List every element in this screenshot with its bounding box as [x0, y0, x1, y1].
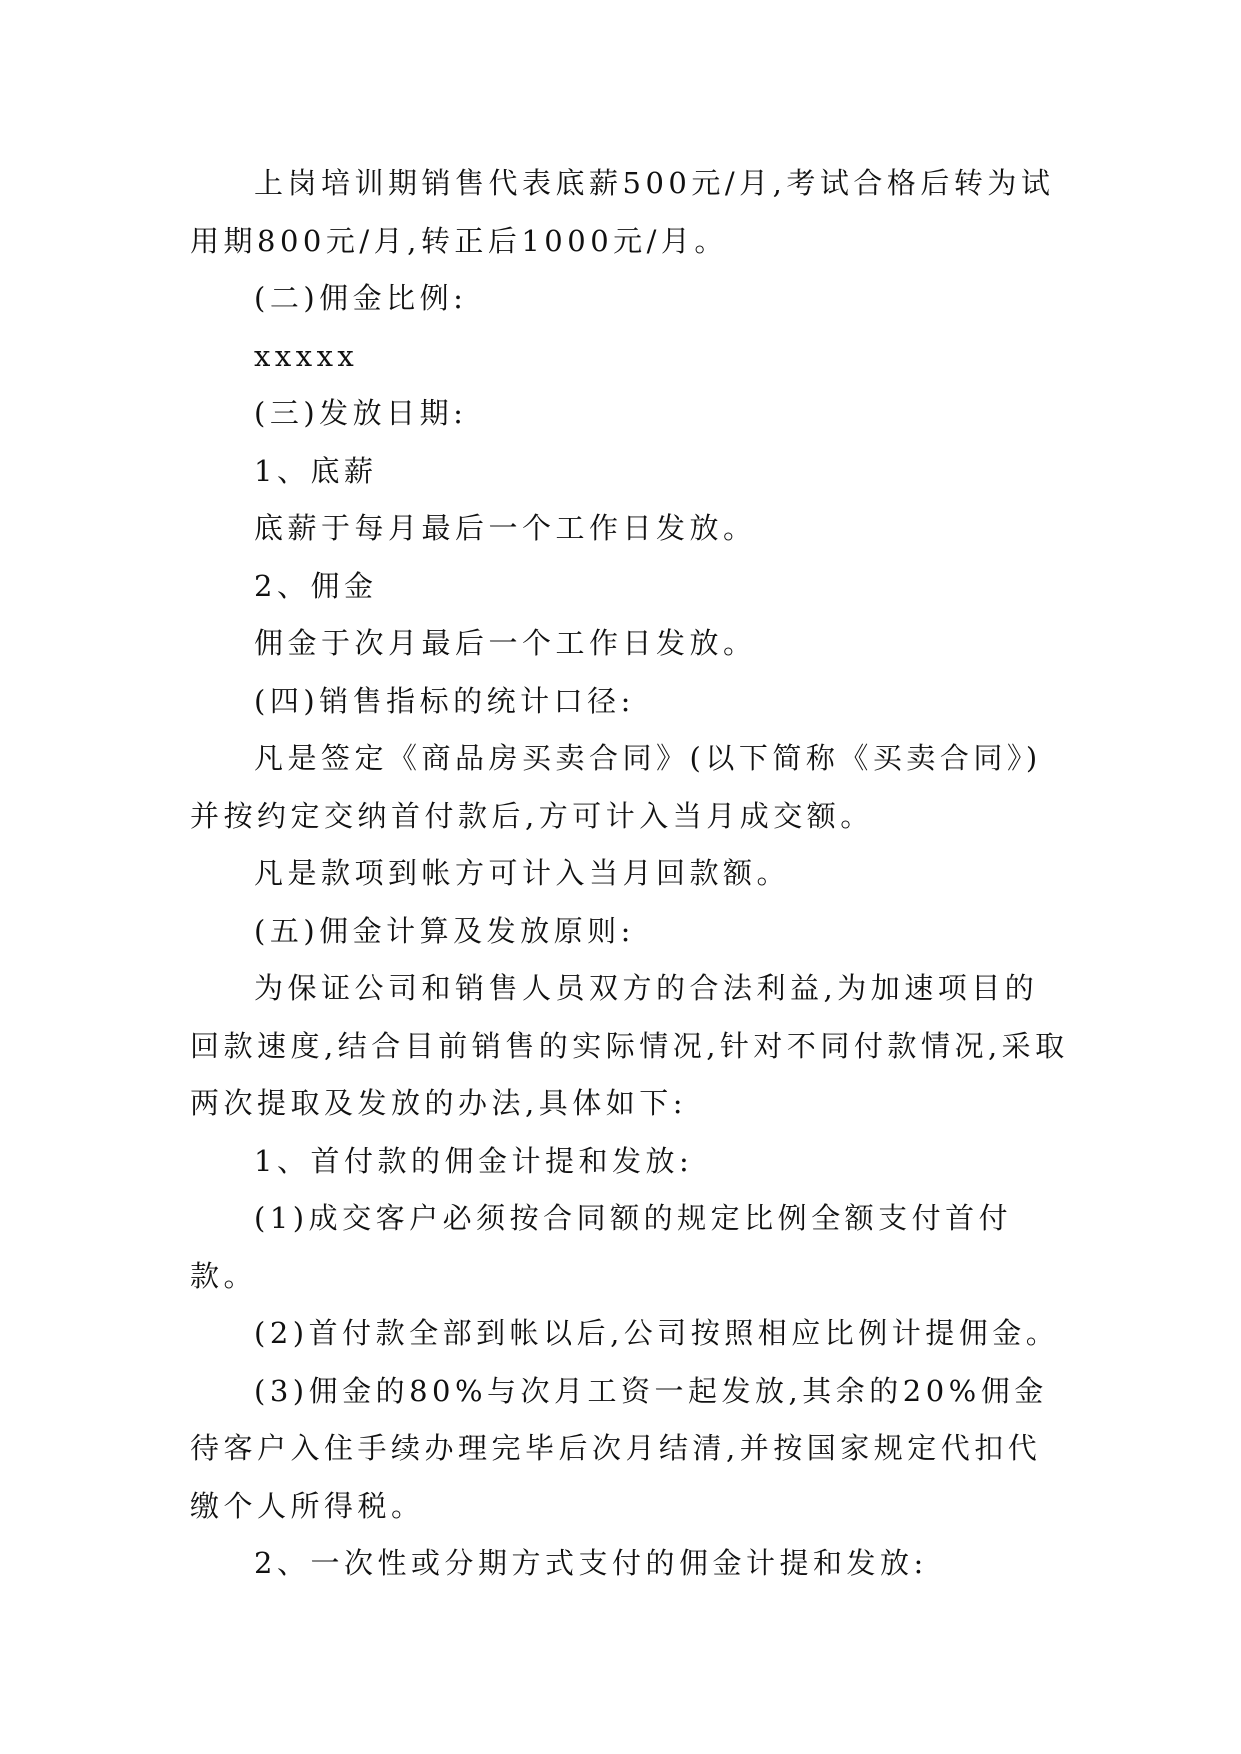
subheading-base-salary: 1、底薪 [254, 453, 378, 488]
paragraph-commission-date: 佣金于次月最后一个工作日发放。 [254, 626, 757, 660]
subheading-down-payment: 1、首付款的佣金计提和发放: [254, 1143, 694, 1178]
heading-commission-principles: (五)佣金计算及发放原则: [254, 913, 635, 948]
list-item-2: (2)首付款全部到帐以后,公司按照相应比例计提佣金。 [254, 1316, 1060, 1350]
heading-commission-ratio: (二)佣金比例: [254, 281, 468, 315]
paragraph-base-salary: 上岗培训期销售代表底薪500元/月,考试合格后转为试用期800元/月,转正后1000元/月。 [190, 166, 1055, 258]
subheading-commission: 2、佣金 [254, 568, 378, 603]
paragraph-principles-intro: 为保证公司和销售人员双方的合法利益,为加速项目的回款速度,结合目前销售的实际情况,针对不同付款情况,采取两次提取及发放的办法,具体如下: [190, 971, 1069, 1120]
paragraph-base-salary-date: 底薪于每月最后一个工作日发放。 [254, 511, 757, 545]
paragraph-payment-rule: 凡是款项到帐方可计入当月回款额。 [254, 856, 791, 890]
subheading-installment: 2、一次性或分期方式支付的佣金计提和发放: [254, 1546, 928, 1580]
document-body [190, 155, 1070, 1593]
heading-sales-metrics: (四)销售指标的统计口径: [254, 683, 635, 718]
list-item-3: (3)佣金的80%与次月工资一起发放,其余的20%佣金待客户入住手续办理完毕后次月结清,并按国家规定代扣代缴个人所得税。 [190, 1373, 1048, 1523]
heading-payment-date: (三)发放日期: [254, 396, 468, 430]
list-item-1: (1)成交客户必须按合同额的规定比例全额支付首付款。 [190, 1201, 1013, 1293]
paragraph-commission-ratio-value: xxxxx [254, 338, 359, 373]
paragraph-contract-rule: 凡是签定《商品房买卖合同》(以下简称《买卖合同》)并按约定交纳首付款后,方可计入当月成交额。 [190, 741, 1042, 833]
